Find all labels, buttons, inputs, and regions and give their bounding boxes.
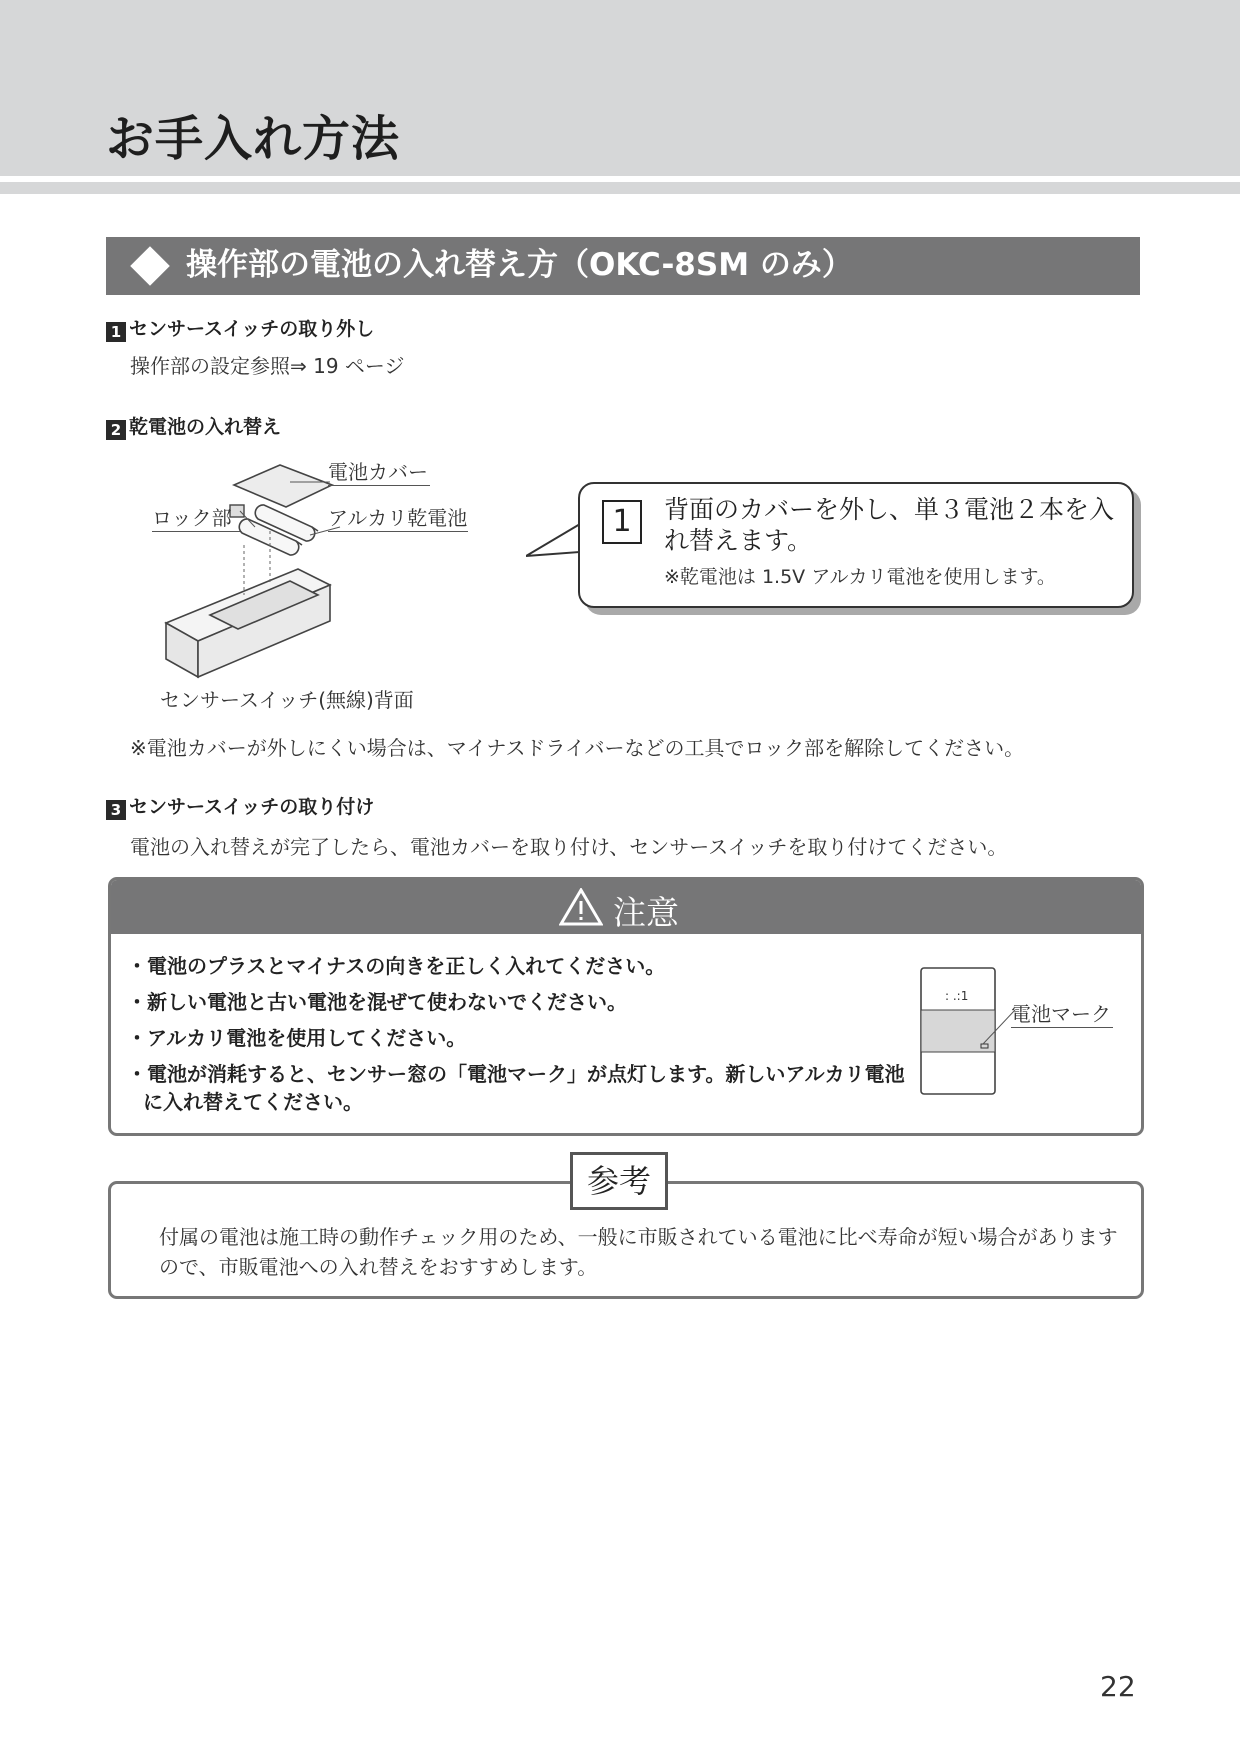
caution-item: ・アルカリ電池を使用してください。 [127, 1026, 467, 1050]
step-2-title: 乾電池の入れ替え [129, 416, 282, 438]
callout-main-text: 背面のカバーを外し、単３電池２本を入れ替えます。 [664, 495, 1115, 555]
page-title: お手入れ方法 [106, 111, 401, 167]
page-number: 22 [1100, 1670, 1136, 1703]
step-1-title: センサースイッチの取り外し [129, 318, 375, 340]
callout-box [578, 482, 1134, 608]
step-3-heading [106, 792, 374, 820]
header-stripe [0, 182, 1240, 194]
step-3-text: 電池の入れ替えが完了したら、電池カバーを取り付け、センサースイッチを取り付けてください。 [130, 835, 1008, 859]
callout-pointer [526, 520, 582, 560]
label-battery-cover: 電池カバー [328, 456, 430, 486]
label-lock: ロック部 [152, 502, 240, 532]
callout-note: ※乾電池は 1.5V アルカリ電池を使用します。 [664, 566, 1056, 588]
caution-box [108, 877, 1144, 1136]
step-2-heading [106, 412, 281, 440]
label-alkaline-battery: アルカリ乾電池 [328, 502, 468, 532]
warning-icon [559, 888, 603, 926]
step-1-heading [106, 314, 374, 342]
diagram-caption: センサースイッチ(無線)背面 [160, 688, 414, 712]
caution-header [111, 880, 1141, 934]
reference-label: 参考 [570, 1152, 668, 1210]
diamond-icon [130, 246, 170, 286]
caution-item: ・電池が消耗すると、センサー窓の「電池マーク」が点灯します。新しいアルカリ電池に入れ替えてください。 [127, 1062, 905, 1114]
callout-number: 1 [602, 500, 642, 544]
step-3-title: センサースイッチの取り付け [129, 796, 375, 818]
step-1-number: 1 [106, 322, 126, 342]
cover-note: ※電池カバーが外しにくい場合は、マイナスドライバーなどの工具でロック部を解除してください。 [130, 736, 1025, 760]
section-title: 操作部の電池の入れ替え方（OKC-8SM のみ） [186, 247, 853, 283]
caution-list [127, 952, 917, 1124]
svg-text:: .:1: : .:1 [945, 989, 969, 1003]
step-1-text: 操作部の設定参照⇒ 19 ページ [130, 354, 405, 378]
sensor-switch-diagram [150, 445, 490, 685]
battery-mark-label: 電池マーク [1011, 998, 1113, 1028]
caution-item: ・電池のプラスとマイナスの向きを正しく入れてください。 [127, 954, 666, 978]
caution-item: ・新しい電池と古い電池を混ぜて使わないでください。 [127, 990, 627, 1014]
section-bar [106, 237, 1140, 295]
reference-text: 付属の電池は施工時の動作チェック用のため、一般に市販されている電池に比べ寿命が短い場合がありますので、市販電池への入れ替えをおすすめします。 [159, 1225, 1118, 1279]
caution-title: 注意 [613, 893, 679, 932]
step-2-number: 2 [106, 420, 126, 440]
step-3-number: 3 [106, 800, 126, 820]
